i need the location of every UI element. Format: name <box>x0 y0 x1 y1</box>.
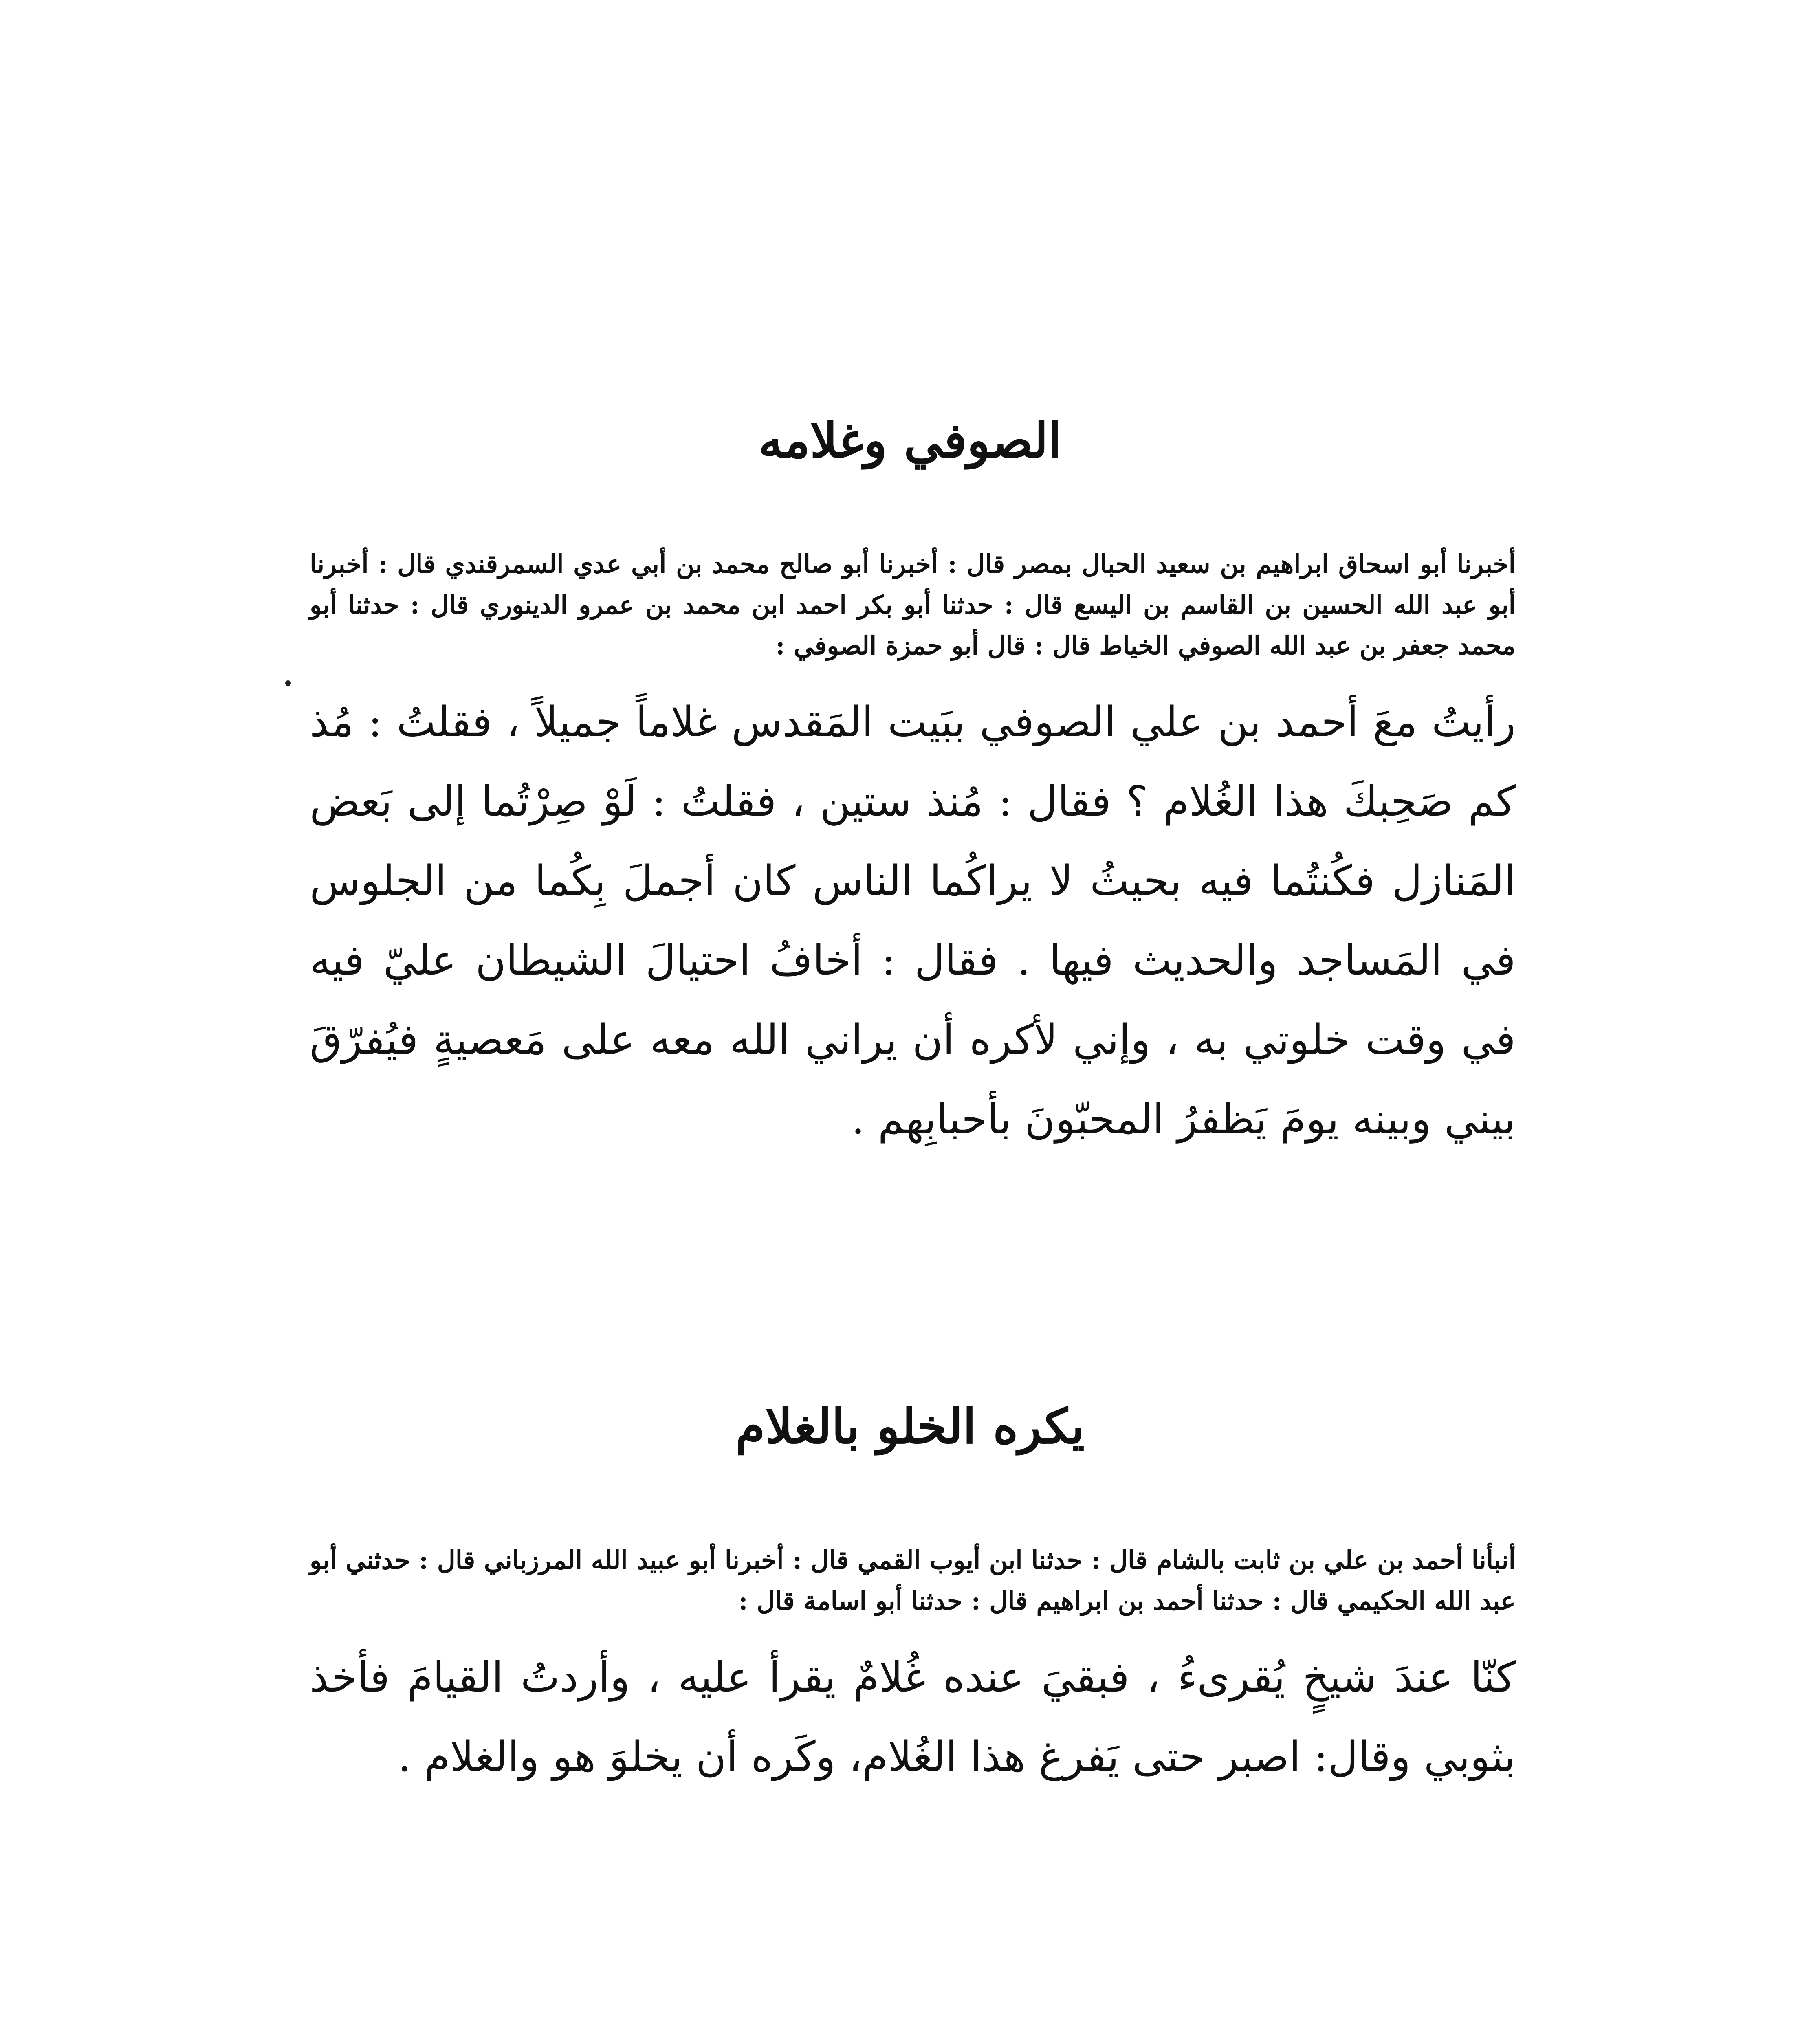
section-1 <box>310 544 1516 1159</box>
section-1-isnad: أخبرنا أبو اسحاق ابراهيم بن سعيد الحبال بمصر قال : أخبرنا أبو صالح محمد بن أبي عدي السمرقندي قال : أخبرنا أبو عبد الله الحسين بن القاسم بن اليسع قال : حدثنا أبو بكر احمد ابن محمد بن عمرو الدينوري قال : حدثنا أبو محمد جعفر بن عبد الله الصوفي الخياط قال : قال أبو حمزة الصوفي : <box>310 549 1516 660</box>
section-2 <box>310 1540 1516 1797</box>
section-2-body: كنّا عندَ شيخٍ يُقرىءُ ، فبقيَ عنده غُلامٌ يقرأ عليه ، وأردتُ القيامَ فأخذ بثوبي وقال: اصبر حتى يَفرغ هذا الغُلام، وكَره أن يخلوَ هو والغلام . <box>310 1653 1516 1781</box>
section-1-body: رأيتُ معَ أحمد بن علي الصوفي ببَيت المَقدس غلاماً جميلاً ، فقلتُ : مُذ كم صَحِبكَ هذا الغُلام ؟ فقال : مُنذ ستين ، فقلتُ : لَوْ صِرْتُما إلى بَعض المَنازل فكُنتُما فيه بحيثُ لا يراكُما الناس كان أجملَ بِكُما من الجلوس في المَساجد والحديث فيها . فقال : أخافُ احتيالَ الشيطان عليّ فيه في وقت خلوتي به ، وإني لأكره أن يراني الله معه على مَعصيةٍ فيُفرّقَ بيني وبينه يومَ يَظفرُ المحبّونَ بأحبابِهم . <box>310 698 1516 1144</box>
section-2-isnad: أنبأنا أحمد بن علي بن ثابت بالشام قال : حدثنا ابن أيوب القمي قال : أخبرنا أبو عبيد الله المرزباني قال : حدثني أبو عبد الله الحكيمي قال : حدثنا أحمد بن ابراهيم قال : حدثنا أبو اسامة قال : <box>310 1545 1516 1616</box>
section-2-title: يكره الخلو بالغلام <box>735 1398 1085 1454</box>
margin-dot <box>285 680 291 686</box>
section-1-title: الصوفي وغلامه <box>758 412 1062 469</box>
